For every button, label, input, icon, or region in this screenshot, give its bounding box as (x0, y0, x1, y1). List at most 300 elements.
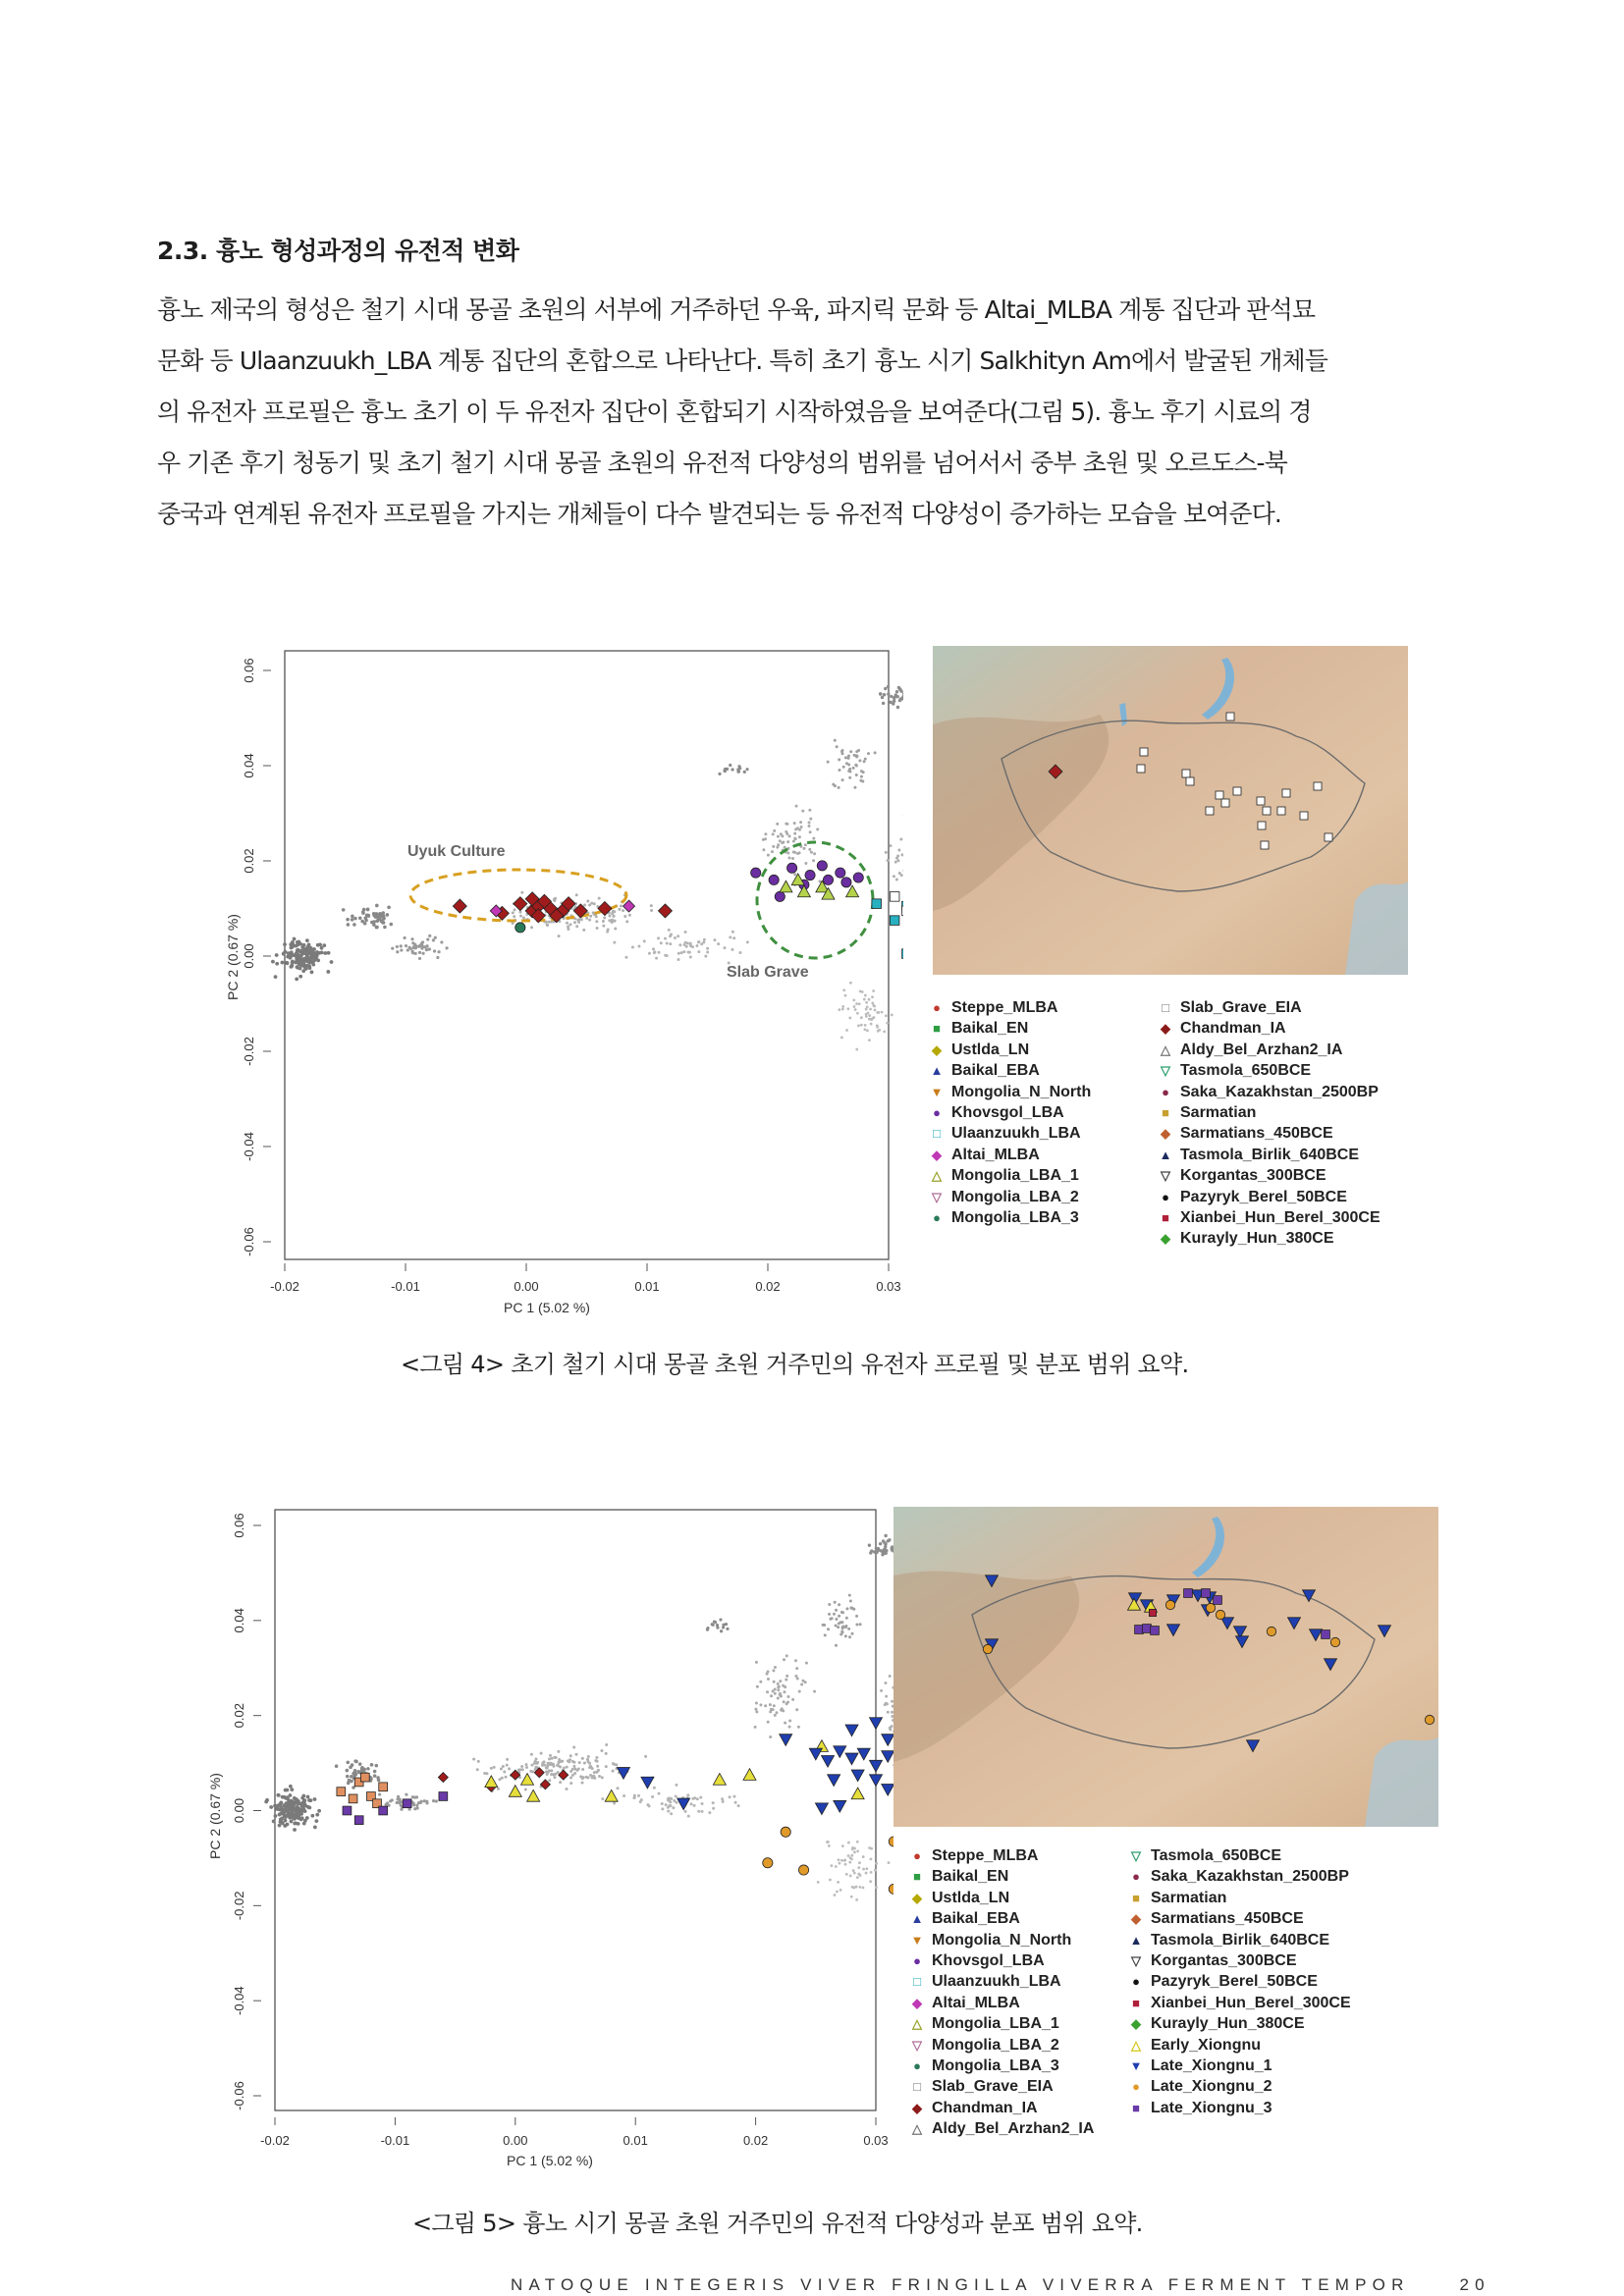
reference-point (581, 1757, 584, 1760)
reference-point (623, 1794, 625, 1797)
reference-point (828, 1603, 831, 1606)
reference-point (863, 1028, 866, 1031)
x-ticks (260, 2117, 888, 2148)
reference-point (349, 1766, 352, 1770)
reference-point (849, 1599, 852, 1602)
reference-point (842, 988, 845, 991)
reference-point (856, 1876, 859, 1879)
reference-point (844, 756, 847, 759)
reference-point (667, 1810, 670, 1813)
legend-symbol-icon: ■ (1162, 1104, 1169, 1120)
reference-point (546, 1764, 549, 1767)
diamond-marker (559, 1770, 568, 1780)
y-tick-label: -0.02 (242, 1037, 256, 1066)
square-marker (1206, 807, 1214, 815)
reference-point (802, 847, 805, 850)
reference-point (291, 1811, 295, 1815)
reference-point (847, 763, 850, 766)
reference-point (871, 995, 874, 998)
reference-point (553, 899, 556, 902)
reference-point (552, 1763, 555, 1766)
reference-point (889, 701, 892, 704)
reference-point (738, 951, 741, 954)
legend-symbol-icon: ■ (1132, 1890, 1140, 1905)
reference-point (859, 989, 862, 992)
legend-item (908, 2035, 1094, 2056)
reference-point (567, 928, 569, 931)
legend-item (928, 1060, 1091, 1081)
reference-point (836, 745, 839, 748)
reference-point (524, 1788, 527, 1790)
reference-point (872, 989, 875, 992)
reference-point (771, 850, 774, 853)
reference-point (330, 960, 334, 964)
legend-symbol-icon: ● (1132, 1869, 1140, 1885)
legend-item (1127, 1908, 1351, 1929)
triangle-down-marker (834, 1746, 846, 1758)
reference-point (853, 1872, 856, 1875)
reference-point (851, 1632, 854, 1635)
square-marker (360, 1773, 369, 1782)
reference-point (350, 1780, 353, 1784)
reference-point (824, 1633, 827, 1636)
reference-point (601, 1797, 604, 1800)
legend-symbol-icon: □ (933, 1126, 941, 1142)
reference-point (684, 941, 687, 944)
reference-point (804, 843, 807, 846)
reference-point (875, 1547, 878, 1550)
reference-point (612, 1770, 615, 1773)
triangle-down-marker (809, 1748, 822, 1760)
reference-point (297, 960, 300, 964)
reference-point (284, 1819, 288, 1823)
reference-point (754, 1726, 757, 1729)
x-tick-label: 0.01 (623, 2133, 648, 2148)
reference-point (875, 1862, 878, 1865)
reference-point (805, 1662, 808, 1665)
reference-point (838, 1008, 840, 1011)
reference-point (885, 1014, 888, 1017)
reference-point (357, 1771, 361, 1775)
reference-point (631, 946, 634, 949)
reference-point (308, 966, 312, 970)
reference-point (316, 958, 320, 962)
reference-point (284, 1789, 288, 1792)
reference-point (653, 1787, 656, 1789)
reference-point (716, 1624, 719, 1627)
legend-item (1127, 1930, 1351, 1950)
reference-point (315, 1813, 319, 1817)
reference-point (411, 941, 414, 944)
legend-item (928, 1145, 1091, 1165)
reference-point (658, 951, 661, 954)
triangle-up-marker (509, 1786, 521, 1797)
reference-point (874, 751, 877, 754)
reference-point (591, 1775, 594, 1778)
reference-point (595, 920, 598, 923)
legend-label: Altai_MLBA (932, 1994, 1020, 2011)
reference-point (860, 1016, 863, 1019)
reference-point (582, 929, 585, 932)
legend-item (1157, 1228, 1380, 1249)
diamond-marker (453, 899, 466, 913)
reference-point (588, 919, 591, 922)
reference-point (297, 1822, 300, 1826)
legend-item (908, 2118, 1094, 2139)
legend-label: Sarmatians_450BCE (1151, 1910, 1304, 1928)
legend-symbol-icon: ■ (913, 1869, 921, 1885)
reference-point (893, 700, 895, 703)
reference-point (476, 1768, 479, 1771)
reference-point (722, 1626, 725, 1629)
reference-point (396, 945, 399, 948)
reference-point (773, 829, 776, 832)
reference-point (726, 1628, 729, 1630)
reference-point (865, 1872, 868, 1875)
reference-points (264, 1534, 893, 2089)
reference-point (514, 908, 516, 911)
reference-point (596, 1765, 599, 1768)
triangle-down-marker (882, 1735, 893, 1746)
paragraph-line: 흉노 제국의 형성은 철기 시대 몽골 초원의 서부에 거주하던 우육, 파지릭 문화 등 Altai_MLBA 계통 집단과 판석묘 (157, 295, 1316, 324)
y-axis-label: PC 2 (0.67 %) (207, 1773, 223, 1859)
reference-point (759, 1681, 762, 1683)
reference-point (440, 940, 443, 943)
reference-point (822, 1624, 825, 1627)
reference-point (772, 1669, 775, 1672)
reference-point (600, 1749, 603, 1752)
reference-point (864, 1024, 867, 1027)
x-tick-label: -0.02 (260, 2133, 290, 2148)
reference-point (777, 1696, 780, 1699)
legend-item (928, 1207, 1091, 1228)
legend-item (908, 2076, 1094, 2097)
figure-5-pca-plot (206, 1502, 893, 2179)
reference-point (575, 925, 578, 928)
reference-point (557, 1761, 560, 1764)
triangle-down-marker (857, 1748, 870, 1760)
x-axis-label: PC 1 (5.02 %) (507, 2153, 593, 2168)
reference-point (689, 955, 692, 958)
triangle-up-marker (791, 874, 804, 885)
reference-point (531, 1770, 534, 1773)
reference-point (569, 1754, 572, 1757)
x-tick-label: -0.01 (380, 2133, 410, 2148)
circle-marker (787, 863, 797, 873)
reference-point (774, 1714, 777, 1717)
reference-point (557, 1771, 560, 1774)
reference-point (503, 1771, 506, 1774)
legend-symbol-icon: ▲ (1129, 1932, 1143, 1948)
reference-point (855, 764, 858, 767)
reference-point (637, 944, 640, 947)
reference-point (307, 1806, 311, 1810)
reference-point (472, 1758, 475, 1761)
reference-point (874, 1869, 877, 1872)
reference-point (420, 945, 423, 948)
legend-label: Aldy_Bel_Arzhan2_IA (1180, 1041, 1343, 1058)
reference-point (530, 926, 533, 929)
reference-point (867, 1012, 870, 1015)
reference-point (586, 1776, 589, 1779)
reference-point (834, 739, 837, 742)
reference-point (785, 1675, 788, 1678)
reference-point (306, 1795, 310, 1799)
reference-point (870, 1871, 873, 1874)
reference-point (418, 951, 421, 954)
reference-point (857, 1866, 860, 1869)
reference-point (578, 1761, 581, 1764)
reference-point (777, 835, 780, 838)
reference-point (860, 1024, 863, 1027)
legend-item (1157, 1082, 1380, 1102)
reference-point (876, 1026, 879, 1029)
reference-point (553, 1773, 556, 1776)
square-marker (1300, 812, 1308, 820)
reference-point (871, 1017, 874, 1020)
reference-point (895, 690, 898, 693)
reference-point (572, 1761, 575, 1764)
legend-label: Xianbei_Hun_Berel_300CE (1180, 1208, 1380, 1226)
reference-point (873, 1005, 876, 1008)
reference-point (853, 1850, 856, 1853)
reference-point (657, 936, 660, 939)
reference-point (842, 766, 845, 769)
reference-point (279, 1807, 283, 1811)
reference-point (786, 1695, 789, 1698)
reference-point (302, 943, 306, 947)
diamond-marker (623, 900, 635, 912)
reference-point (569, 1776, 572, 1779)
uyuk-culture-label: Uyuk Culture (407, 843, 506, 860)
reference-point (767, 854, 770, 857)
reference-point (729, 935, 731, 938)
reference-point (788, 1719, 791, 1722)
legend-symbol-icon: △ (912, 2121, 922, 2137)
square-marker (379, 1783, 388, 1791)
reference-point (711, 1623, 714, 1626)
circle-marker (1425, 1715, 1434, 1724)
reference-point (896, 854, 899, 857)
y-tick-label: 0.02 (242, 848, 256, 874)
reference-point (432, 1799, 435, 1802)
reference-point (885, 1695, 888, 1698)
reference-point (644, 1755, 647, 1758)
reference-point (426, 944, 429, 947)
reference-point (713, 938, 716, 941)
legend-label: Ustlda_LN (951, 1041, 1030, 1058)
reference-point (425, 1800, 428, 1803)
reference-point (575, 893, 578, 896)
reference-point (881, 1011, 884, 1014)
legend-label: Tasmola_Birlik_640BCE (1180, 1146, 1360, 1163)
reference-point (856, 1849, 859, 1852)
reference-point (572, 1765, 575, 1768)
reference-point (858, 1861, 861, 1864)
legend-symbol-icon: ◆ (932, 1147, 942, 1162)
circle-marker (983, 1644, 992, 1653)
reference-point (566, 922, 568, 925)
reference-point (783, 1658, 785, 1661)
reference-point (868, 1846, 871, 1849)
reference-point (897, 686, 900, 689)
legend-symbol-icon: △ (912, 2016, 922, 2032)
reference-point (859, 1623, 862, 1626)
reference-point (853, 1005, 856, 1008)
reference-point (382, 917, 386, 921)
reference-point (557, 1750, 560, 1753)
reference-point (353, 1774, 357, 1778)
reference-point (858, 759, 861, 762)
reference-point (303, 965, 307, 969)
reference-point (780, 832, 783, 835)
reference-point (347, 1782, 351, 1786)
reference-point (375, 904, 379, 908)
reference-point (835, 1865, 838, 1868)
reference-point (558, 934, 561, 937)
reference-point (697, 940, 700, 943)
reference-point (347, 923, 351, 927)
reference-point (767, 1678, 770, 1681)
legend-label: Mongolia_LBA_1 (932, 2015, 1059, 2033)
square-marker (1282, 789, 1290, 797)
legend-label: Mongolia_N_North (951, 1083, 1092, 1100)
reference-point (859, 779, 862, 782)
triangle-down-marker (780, 1735, 792, 1746)
reference-point (884, 1548, 887, 1551)
reference-point (585, 917, 588, 920)
legend-label: Mongolia_N_North (932, 1931, 1072, 1949)
legend-item (1127, 1888, 1351, 1908)
reference-point (520, 1765, 523, 1768)
legend-item (1127, 2013, 1351, 2034)
reference-point (309, 1798, 313, 1802)
reference-point (559, 1781, 562, 1784)
circle-marker (889, 1837, 893, 1846)
legend-symbol-icon: ● (1162, 1084, 1169, 1099)
x-tick-label: -0.01 (391, 1279, 420, 1294)
reference-point (864, 994, 867, 997)
reference-point (517, 1769, 520, 1772)
reference-point (800, 826, 803, 828)
square-marker (890, 892, 899, 902)
reference-point (865, 1008, 868, 1011)
reference-point (601, 1776, 604, 1779)
legend-label: Baikal_EN (951, 1020, 1029, 1038)
triangle-up-marker (743, 1769, 756, 1781)
reference-point (546, 924, 549, 927)
reference-point (723, 946, 726, 949)
reference-point (282, 1812, 286, 1816)
reference-point (323, 951, 327, 955)
legend-label: Early_Xiongnu (1151, 2036, 1262, 2054)
legend-label: Saka_Kazakhstan_2500BP (1180, 1083, 1379, 1100)
reference-point (299, 1812, 303, 1816)
reference-point (800, 1682, 803, 1685)
reference-point (804, 862, 807, 865)
reference-point (326, 970, 330, 974)
reference-point (282, 1803, 286, 1807)
reference-point (581, 1782, 584, 1785)
reference-point (875, 1886, 878, 1889)
reference-point (693, 1804, 696, 1807)
reference-point (795, 1667, 798, 1670)
reference-point (786, 840, 789, 843)
reference-point (841, 778, 844, 781)
reference-point (296, 948, 299, 952)
square-marker (349, 1794, 357, 1803)
reference-point (652, 947, 655, 950)
legend-label: Sarmatian (1151, 1889, 1227, 1906)
reference-point (889, 1728, 892, 1731)
reference-point (603, 917, 606, 920)
reference-point (795, 1708, 798, 1711)
square-marker (337, 1788, 346, 1796)
reference-point (674, 936, 677, 939)
reference-point (633, 1794, 636, 1797)
legend-label: Mongolia_LBA_3 (932, 2056, 1059, 2074)
triangle-down-marker (845, 1753, 858, 1765)
reference-point (625, 920, 628, 923)
reference-point (882, 702, 885, 705)
reference-point (812, 837, 815, 840)
legend-label: Baikal_EBA (951, 1062, 1040, 1080)
reference-point (855, 1002, 858, 1005)
reference-point (845, 1029, 848, 1032)
reference-point (613, 941, 616, 944)
reference-point (602, 925, 605, 928)
reference-point (293, 937, 297, 941)
paragraph-line: 문화 등 Ulaanzuukh_LBA 계통 집단의 혼합으로 나타난다. 특히 초기 흉노 시기 Salkhityn Am에서 발굴된 개체들 (157, 347, 1328, 375)
reference-point (410, 937, 413, 940)
reference-point (798, 851, 801, 854)
reference-point (295, 977, 298, 981)
reference-point (525, 1766, 528, 1769)
reference-point (762, 848, 765, 851)
reference-point (289, 1785, 293, 1789)
reference-point (589, 1765, 592, 1768)
reference-point (701, 1802, 704, 1805)
reference-point (784, 846, 786, 849)
reference-point (618, 908, 621, 911)
reference-point (667, 1806, 670, 1809)
reference-point (346, 918, 350, 922)
triangle-down-marker (870, 1760, 883, 1772)
reference-point (804, 1681, 807, 1683)
reference-point (314, 1819, 318, 1823)
reference-point (566, 1788, 568, 1790)
legend-item (1127, 1866, 1351, 1887)
legend-symbol-icon: ▽ (932, 1189, 942, 1204)
x-tick-label: 0.03 (863, 2133, 889, 2148)
legend-label: Kurayly_Hun_380CE (1180, 1230, 1334, 1248)
legend-symbol-icon: ▽ (1161, 1168, 1170, 1184)
y-tick-label: 0.06 (242, 658, 256, 683)
y-tick-label: 0.06 (232, 1513, 246, 1538)
reference-point (786, 851, 789, 854)
legend-label: Tasmola_650BCE (1151, 1847, 1282, 1864)
square-marker (343, 1806, 352, 1815)
reference-point (851, 1847, 854, 1850)
reference-point (573, 921, 576, 924)
figure-5-map (893, 1507, 1438, 1827)
triangle-up-marker (527, 1789, 540, 1801)
reference-point (846, 1007, 849, 1010)
reference-point (877, 1011, 880, 1014)
legend-item (928, 997, 1091, 1018)
reference-point (808, 848, 811, 851)
y-tick-label: 0.00 (242, 943, 256, 969)
